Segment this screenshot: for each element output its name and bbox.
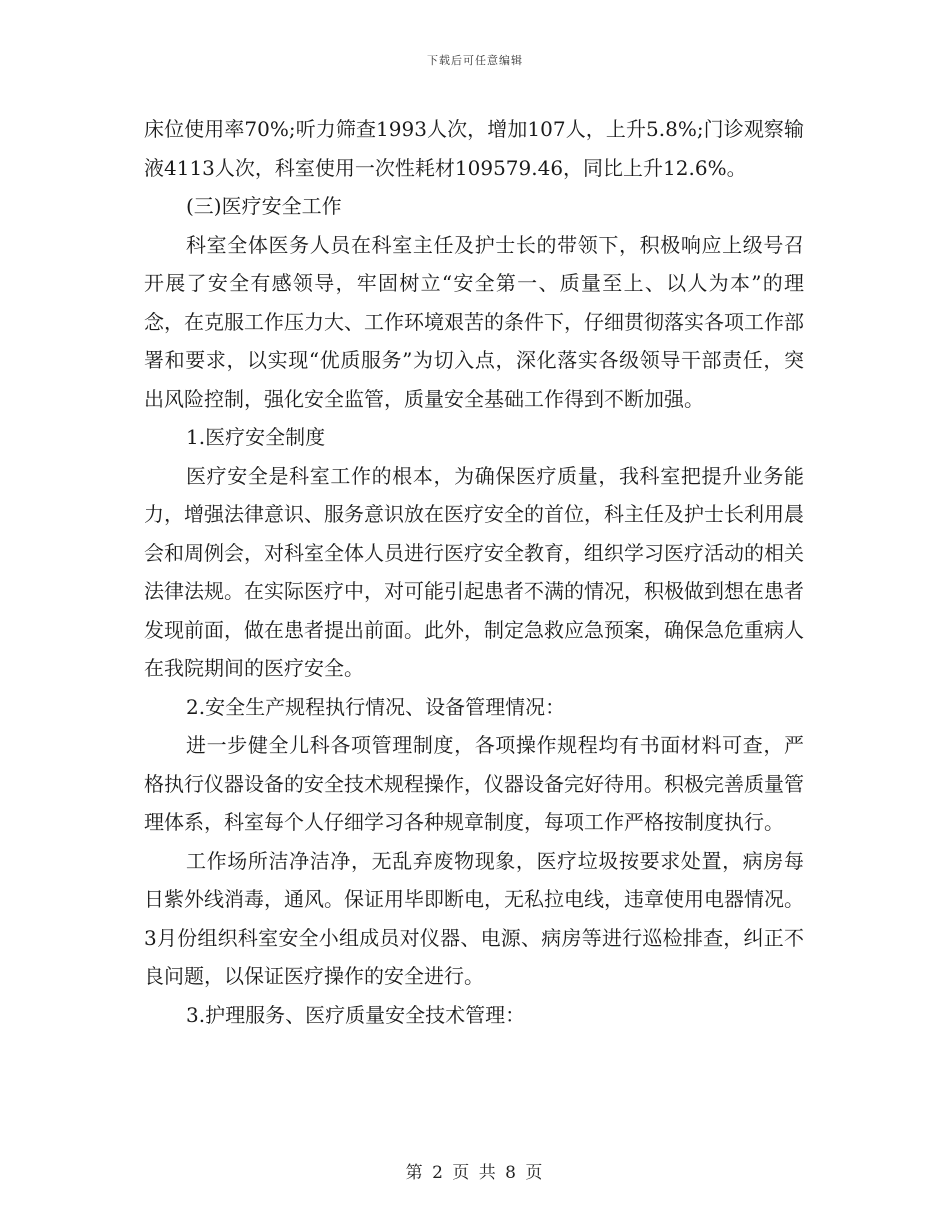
page-footer-number: 第 2 页 共 8 页 [405, 1163, 545, 1183]
paragraph-5: 工作场所洁净洁净，无乱弃废物现象，医疗垃圾按要求处置，病房每日紫外线消毒，通风。保证用毕即断电，无私拉电线，违章使用电器情况。3月份组织科室安全小组成员对仪器、电源、病房等进行巡检排查，纠正不良问题，以保证医疗操作的安全进行。 [144, 848, 804, 988]
paragraph-4: 进一步健全儿科各项管理制度，各项操作规程均有书面材料可查，严格执行仪器设备的安全技术规程操作，仪器设备完好待用。积极完善质量管理体系，科室每个人仔细学习各种规章制度，每项工作严格按制度执行。 [144, 733, 804, 834]
subheading-safety-system: 1.医疗安全制度 [186, 425, 326, 449]
page-header-note: 下载后可任意编辑 [427, 54, 523, 67]
subheading-production-equipment: 2.安全生产规程执行情况、设备管理情况： [186, 694, 566, 719]
paragraph-1: 床位使用率70%;听力筛查1993人次，增加107人，上升5.8%;门诊观察输液4113人次，科室使用一次性耗材109579.46，同比上升12.6%。 [144, 117, 804, 180]
document-body [144, 110, 804, 1034]
section-heading-medical-safety: (三)医疗安全工作 [186, 194, 342, 218]
paragraph-3: 医疗安全是科室工作的根本，为确保医疗质量，我科室把提升业务能力，增强法律意识、服务意识放在医疗安全的首位，科主任及护士长利用晨会和周例会，对科室全体人员进行医疗安全教育，组织学习医疗活动的相关法律法规。在实际医疗中，对可能引起患者不满的情况，积极做到想在患者发现前面，做在患者提出前面。此外，制定急救应急预案，确保急危重病人在我院期间的医疗安全。 [144, 463, 804, 680]
subheading-nursing-quality: 3.护理服务、医疗质量安全技术管理： [186, 1002, 526, 1027]
paragraph-2: 科室全体医务人员在科室主任及护士长的带领下，积极响应上级号召开展了安全有感领导，牢固树立“安全第一、质量至上、以人为本”的理念，在克服工作压力大、工作环境艰苦的条件下，仔细贯彻落实各项工作部署和要求，以实现“优质服务”为切入点，深化落实各级领导干部责任，突出风险控制，强化安全监管，质量安全基础工作得到不断加强。 [144, 232, 804, 411]
